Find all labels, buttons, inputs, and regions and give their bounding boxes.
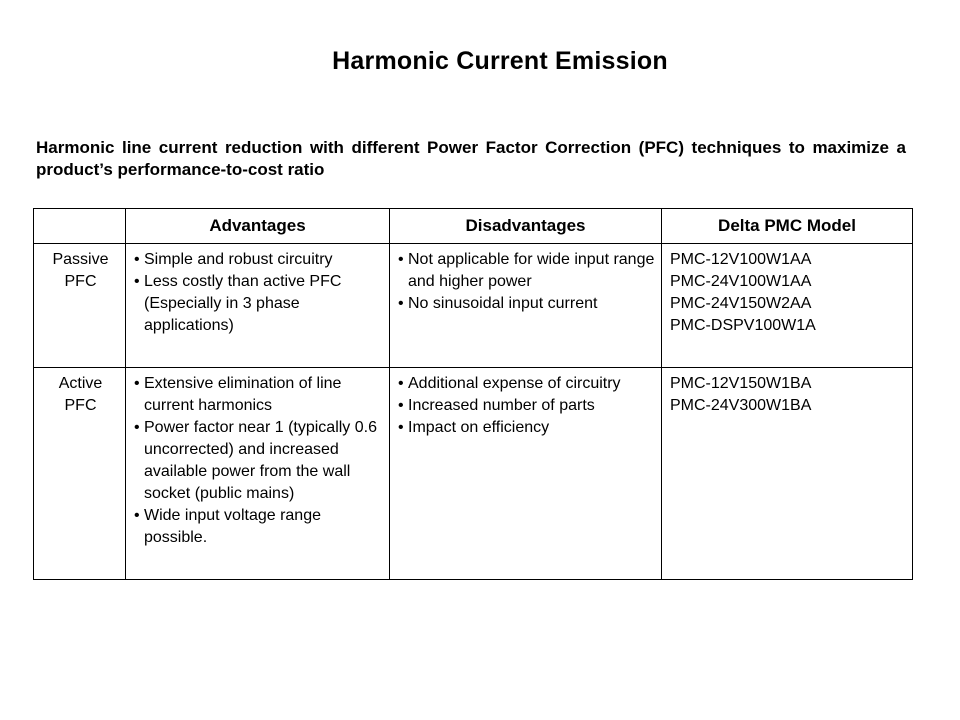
bullet-item: • Power factor near 1 (typically 0.6 uncorrected) and increased available power from the wall socket (public mains) [134,417,383,505]
disadvantages-cell-passive [390,244,662,368]
model-name: PMC-12V100W1AA [670,251,812,268]
bullet-item: • No sinusoidal input current [398,293,655,315]
bullet-item: • Not applicable for wide input range and higher power [398,249,655,293]
bullet-icon: • [134,251,140,268]
disadvantages-cell-active [390,368,662,580]
row-label-line: Active [58,375,103,392]
bullet-icon: • [398,295,404,312]
pfc-comparison-table [33,208,913,580]
model-name: PMC-12V150W1BA [670,375,812,392]
bullet-icon: • [134,273,140,290]
model-name: PMC-DSPV100W1A [670,317,816,334]
bullet-item: • Additional expense of circuitry [398,373,655,395]
slide-title: Harmonic Current Emission [332,47,668,75]
bullet-item: • Wide input voltage range possible. [134,505,383,549]
row-label-line: PFC [64,397,97,414]
table-row-passive [34,244,913,368]
bullet-item: • Less costly than active PFC (Especially in 3 phase applications) [134,271,383,337]
table-header-row [34,209,913,244]
model-name: PMC-24V300W1BA [670,397,812,414]
bullet-icon: • [398,375,404,392]
row-label-line: Passive [52,251,109,268]
bullet-icon: • [398,397,404,414]
header-disadvantages: Disadvantages [390,209,662,244]
row-label-passive [34,244,126,368]
model-name: PMC-24V150W2AA [670,295,812,312]
row-label-active [34,368,126,580]
bullet-item: • Impact on efficiency [398,417,655,439]
slide-subtitle: Harmonic line current reduction with different Power Factor Correction (PFC) techniques to maximize a product’s performance-to-cost ratio [36,138,906,179]
advantages-cell-active [126,368,390,580]
bullet-icon: • [134,375,140,392]
bullet-item: • Simple and robust circuitry [134,249,383,271]
table-row-active [34,368,913,580]
models-cell-active [662,368,913,580]
bullet-item: • Increased number of parts [398,395,655,417]
row-label-line: PFC [64,273,97,290]
bullet-icon: • [134,419,140,436]
header-advantages: Advantages [126,209,390,244]
bullet-icon: • [398,251,404,268]
advantages-cell-passive [126,244,390,368]
models-cell-passive [662,244,913,368]
header-model: Delta PMC Model [662,209,913,244]
bullet-icon: • [134,507,140,524]
header-empty [34,209,126,244]
bullet-item: • Extensive elimination of line current harmonics [134,373,383,417]
model-name: PMC-24V100W1AA [670,273,812,290]
bullet-icon: • [398,419,404,436]
